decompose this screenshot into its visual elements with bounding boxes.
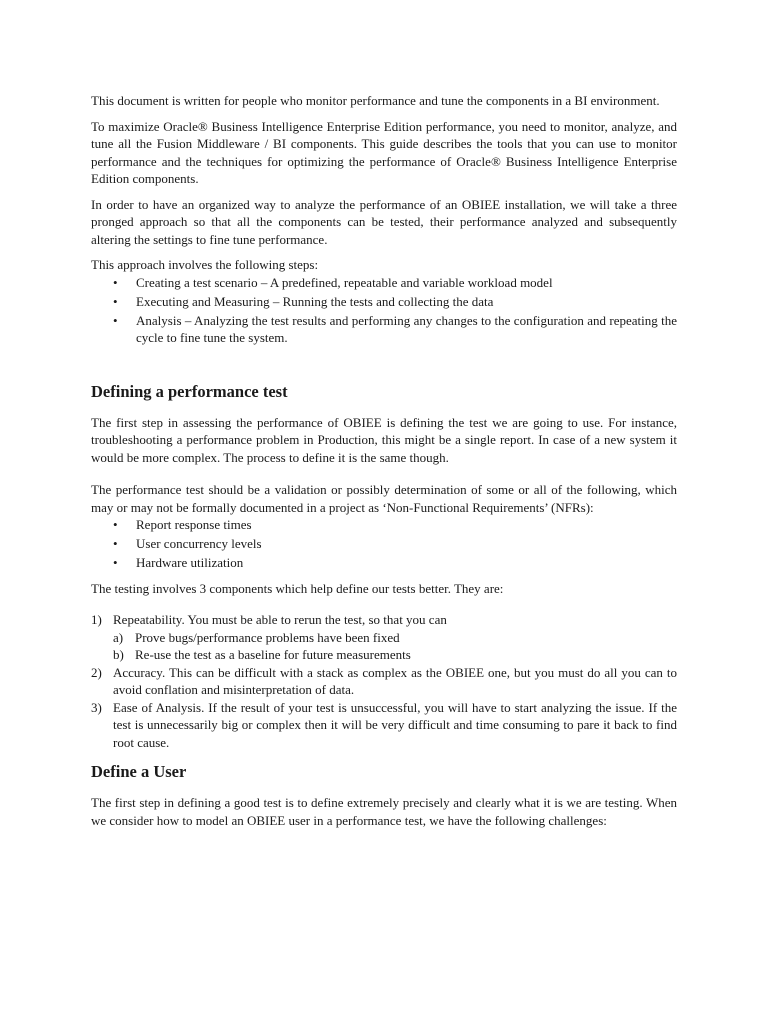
list-item: • Report response times	[113, 517, 252, 532]
list-item: 3) Ease of Analysis. If the result of your test is unsuccessful, you will have to start analyzing the issue. If the test is unnecessarily big or complex then it will be very difficult and time consuming to pare it back to find root cause.	[91, 699, 677, 750]
requirements-list	[91, 516, 677, 572]
bullet-icon: •	[113, 312, 118, 328]
section-heading-define-a-user: Define a User	[91, 762, 187, 781]
bullet-icon: •	[113, 536, 118, 551]
list-item: • Executing and Measuring – Running the tests and collecting the data	[113, 293, 494, 309]
list-item: 2) Accuracy. This can be difficult with a stack as complex as the OBIEE one, but you must do all you can to avoid conflation and misinterpretation of data.	[91, 664, 677, 697]
intro-paragraph-4: This approach involves the following steps:	[91, 257, 319, 272]
bullet-icon: •	[113, 274, 118, 290]
approach-steps-list	[91, 274, 677, 347]
bullet-icon: •	[113, 517, 118, 532]
document-body	[91, 92, 677, 829]
bullet-icon: •	[113, 555, 118, 570]
list-item: • Hardware utilization	[113, 555, 244, 570]
section1-paragraph-2: The performance test should be a validation or possibly determination of some or all of the following, which may or may not be formally documented in a project as ‘Non-Functional Requirements’ (NFRs):	[91, 482, 677, 515]
intro-paragraph-1: This document is written for people who monitor performance and tune the components in a BI environment.	[91, 93, 660, 108]
intro-paragraph-2: To maximize Oracle® Business Intelligence Enterprise Edition performance, you need to monitor, analyze, and tune all the Fusion Middleware / BI components. This guide describes the tools that you can use to monitor performance and the techniques for optimizing the performance of Oracle® Business Intelligence Enterprise Edition components.	[91, 118, 677, 186]
components-list	[91, 611, 677, 751]
list-item: • Analysis – Analyzing the test results and performing any changes to the configuration and repeating the cycle to fine tune the system.	[113, 312, 677, 345]
section-heading-defining-performance-test: Defining a performance test	[91, 381, 288, 401]
list-item: 1) Repeatability. You must be able to rerun the test, so that you can a) Prove bugs/performance problems have been fixed b) Re-use the test as a baseline for future measurements	[91, 611, 677, 664]
list-item: • User concurrency levels	[113, 536, 262, 551]
section1-paragraph-3: The testing involves 3 components which help define our tests better. They are:	[91, 580, 504, 596]
intro-paragraph-3: In order to have an organized way to analyze the performance of an OBIEE installation, we will take a three pronged approach so that all the components can be tested, their performance analyzed and subsequently altering the settings to fine tune performance.	[91, 196, 677, 247]
repeatability-sublist	[113, 629, 677, 664]
bullet-icon: •	[113, 293, 118, 309]
list-item: • Creating a test scenario – A predefined, repeatable and variable workload model	[113, 274, 553, 290]
list-item: b) Re-use the test as a baseline for future measurements	[113, 647, 411, 662]
section1-paragraph-1: The first step in assessing the performance of OBIEE is defining the test we are going to use. For instance, troubleshooting a performance problem in Production, this might be a single report. In case of a new system it would be more complex. The process to define it is the same though.	[91, 414, 677, 465]
list-item: a) Prove bugs/performance problems have been fixed	[113, 629, 400, 645]
section2-paragraph-1: The first step in defining a good test is to define extremely precisely and clearly what it is we are testing. When we consider how to model an OBIEE user in a performance test, we have the following challenges:	[91, 795, 677, 828]
